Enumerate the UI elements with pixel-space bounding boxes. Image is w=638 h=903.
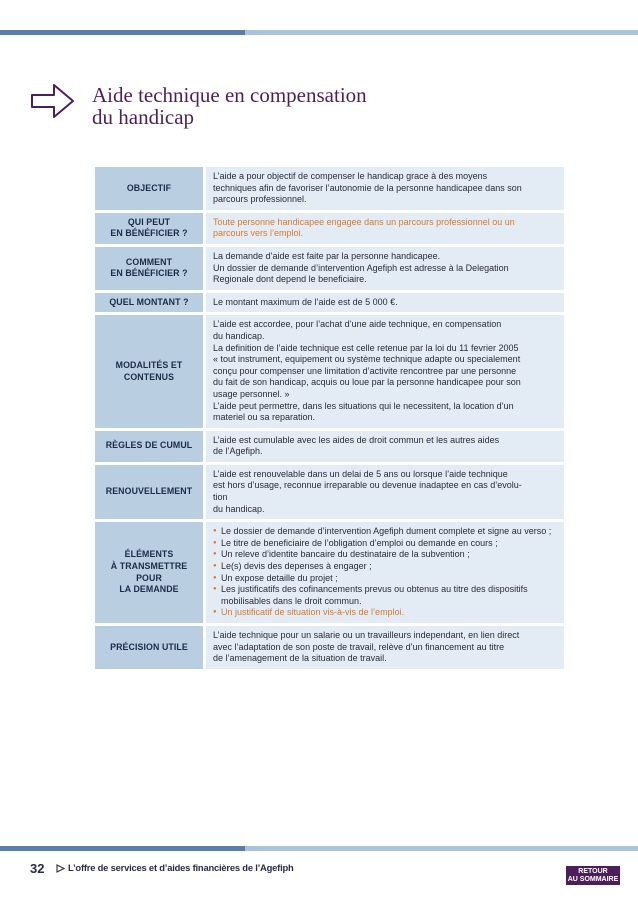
row-label-line: OBJECTIF <box>126 182 172 193</box>
page-title <box>92 84 367 128</box>
row-value <box>203 315 564 427</box>
row-value-line: conçu pour compenser une limitation d’activite rencontree par une personne <box>213 365 517 376</box>
row-value <box>203 626 564 669</box>
row-label <box>95 431 203 462</box>
row-value-line: du fait de son handicap, acquis ou loue par la personne handicapee pour son <box>213 377 521 388</box>
row-value-line: L’aide est cumulable avec les aides de droit commun et les autres aides <box>213 434 500 445</box>
table-row <box>95 465 564 519</box>
table-row <box>95 431 564 462</box>
row-value-line: de l’Agefiph. <box>213 446 263 457</box>
row-label-line: EN BÉNÉFICIER ? <box>110 268 188 279</box>
row-label <box>95 315 203 427</box>
table-row <box>95 522 564 623</box>
table-row <box>95 213 564 244</box>
row-value-line: du handicap. <box>213 503 265 514</box>
list-item: ● Le titre de beneficiaire de l’obligation d’emploi ou demande en cours ; <box>213 538 557 550</box>
footer-section-text: L’offre de services et d’aides financières de l’Agefiph <box>68 862 294 873</box>
row-value-line: L’aide est accordee, pour l’achat d’une aide technique, en compensation <box>213 319 502 330</box>
row-label-line: PRÉCISION UTILE <box>110 641 188 652</box>
table-row <box>95 626 564 669</box>
list-item: ● Le(s) devis des depenses à engager ; <box>213 561 557 573</box>
row-value <box>203 213 564 244</box>
row-value <box>203 293 564 313</box>
row-label-line: ÉLÉMENTS <box>124 549 174 560</box>
row-label <box>95 465 203 519</box>
row-label-line: QUI PEUT <box>127 216 171 227</box>
row-value-line: parcours professionnel. <box>213 194 307 205</box>
list-item: ● Le dossier de demande d’intervention Agefiph dument complete et signe au verso ; <box>213 526 557 538</box>
list-item: ● Un releve d’identite bancaire du destinataire de la subvention ; <box>213 549 557 561</box>
row-label-line: RÈGLES DE CUMUL <box>105 440 193 451</box>
row-value-line: techniques afin de favoriser l’autonomie de la personne handicapee dans son <box>213 182 522 193</box>
row-value <box>203 431 564 462</box>
row-label <box>95 167 203 210</box>
triangle-right-icon <box>56 864 65 873</box>
row-value-line: « tout instrument, equipement ou système technique adapte ou specialement <box>213 354 521 365</box>
row-value-line: usage personnel. » <box>213 388 290 399</box>
row-value-line-highlight: parcours vers l’emploi. <box>213 228 304 239</box>
bottom-divider-light <box>245 846 638 851</box>
table-row <box>95 167 564 210</box>
row-value <box>203 522 564 623</box>
top-divider-light <box>245 30 638 35</box>
list-item: ● Les justificatifs des cofinancements prevus ou obtenus au titre des dispositifs mobilisables dans le droit commun. <box>213 584 557 607</box>
row-value <box>203 465 564 519</box>
table-row <box>95 293 564 313</box>
list-item: ● Un justificatif de situation vis-à-vis de l’emploi. <box>213 607 557 619</box>
row-label <box>95 247 203 290</box>
page-title-line-1: Aide technique en compensation <box>92 83 367 107</box>
list-item: ● Un expose detaille du projet ; <box>213 573 557 585</box>
row-value-line: Le montant maximum de l’aide est de 5 000 €. <box>213 296 398 307</box>
documents-list <box>213 526 557 619</box>
row-value-line: Regionale dont depend le beneficiaire. <box>213 274 367 285</box>
table-row <box>95 315 564 427</box>
back-button-line-1: RETOUR <box>578 868 608 875</box>
row-value-line: L’aide a pour objectif de compenser le handicap grace à des moyens <box>213 171 488 181</box>
row-value-line: avec l’adaptation de son poste de travail, relève d’un financement au titre <box>213 641 505 652</box>
row-value-line: Un dossier de demande d’intervention Agefiph est adresse à la Delegation <box>213 262 509 273</box>
row-label-line: COMMENT <box>125 256 173 267</box>
row-value-line: L’aide est renouvelable dans un delai de 5 ans ou lorsque l’aide technique <box>213 468 508 479</box>
row-value <box>203 167 564 210</box>
info-table <box>95 164 564 672</box>
row-value-line: La definition de l’aide technique est celle retenue par la loi du 11 fevrier 2005 <box>213 342 519 353</box>
bottom-divider <box>0 846 638 851</box>
arrow-right-outline-icon <box>30 82 76 120</box>
back-to-contents-button[interactable] <box>566 866 620 885</box>
row-label-line: QUEL MONTANT ? <box>109 296 189 307</box>
row-value <box>203 247 564 290</box>
table-row <box>95 247 564 290</box>
row-label-line: MODALITÉS ET <box>115 359 183 370</box>
row-value-line: materiel ou sa reparation. <box>213 412 316 423</box>
row-label <box>95 213 203 244</box>
row-label-line: POUR <box>136 572 162 583</box>
row-value-line: de l’amenagement de la situation de travail. <box>213 653 387 664</box>
row-value-line: L’aide technique pour un salarie ou un travailleurs independant, en lien direct <box>213 630 520 640</box>
row-label <box>95 626 203 669</box>
row-label-line: LA DEMANDE <box>119 584 179 595</box>
row-value-line: La demande d’aide est faite par la personne handicapee. <box>213 250 441 261</box>
row-value-line: est hors d’usage, reconnue irreparable ou devenue inadaptee en cas d’evolu- <box>213 480 522 491</box>
row-label <box>95 522 203 623</box>
row-label-line: RENOUVELLEMENT <box>105 486 193 497</box>
row-label <box>95 293 203 313</box>
row-value-line-highlight: Toute personne handicapee engagee dans un parcours professionnel ou un <box>213 216 515 227</box>
bottom-divider-dark <box>0 846 245 851</box>
top-divider <box>0 30 638 35</box>
row-label-line: CONTENUS <box>123 371 175 382</box>
row-label-line: À TRANSMETTRE <box>110 561 188 572</box>
page-number: 32 <box>30 861 45 876</box>
row-value-line: tion <box>213 492 228 503</box>
row-label-line: EN BÉNÉFICIER ? <box>110 228 188 239</box>
top-divider-dark <box>0 30 245 35</box>
back-button-line-2: AU SOMMAIRE <box>567 876 619 883</box>
row-value-line: L’aide peut permettre, dans les situations qui le necessitent, la location d’un <box>213 400 514 411</box>
row-value-line: du handicap. <box>213 330 265 341</box>
page-title-line-2: du handicap <box>92 105 195 129</box>
